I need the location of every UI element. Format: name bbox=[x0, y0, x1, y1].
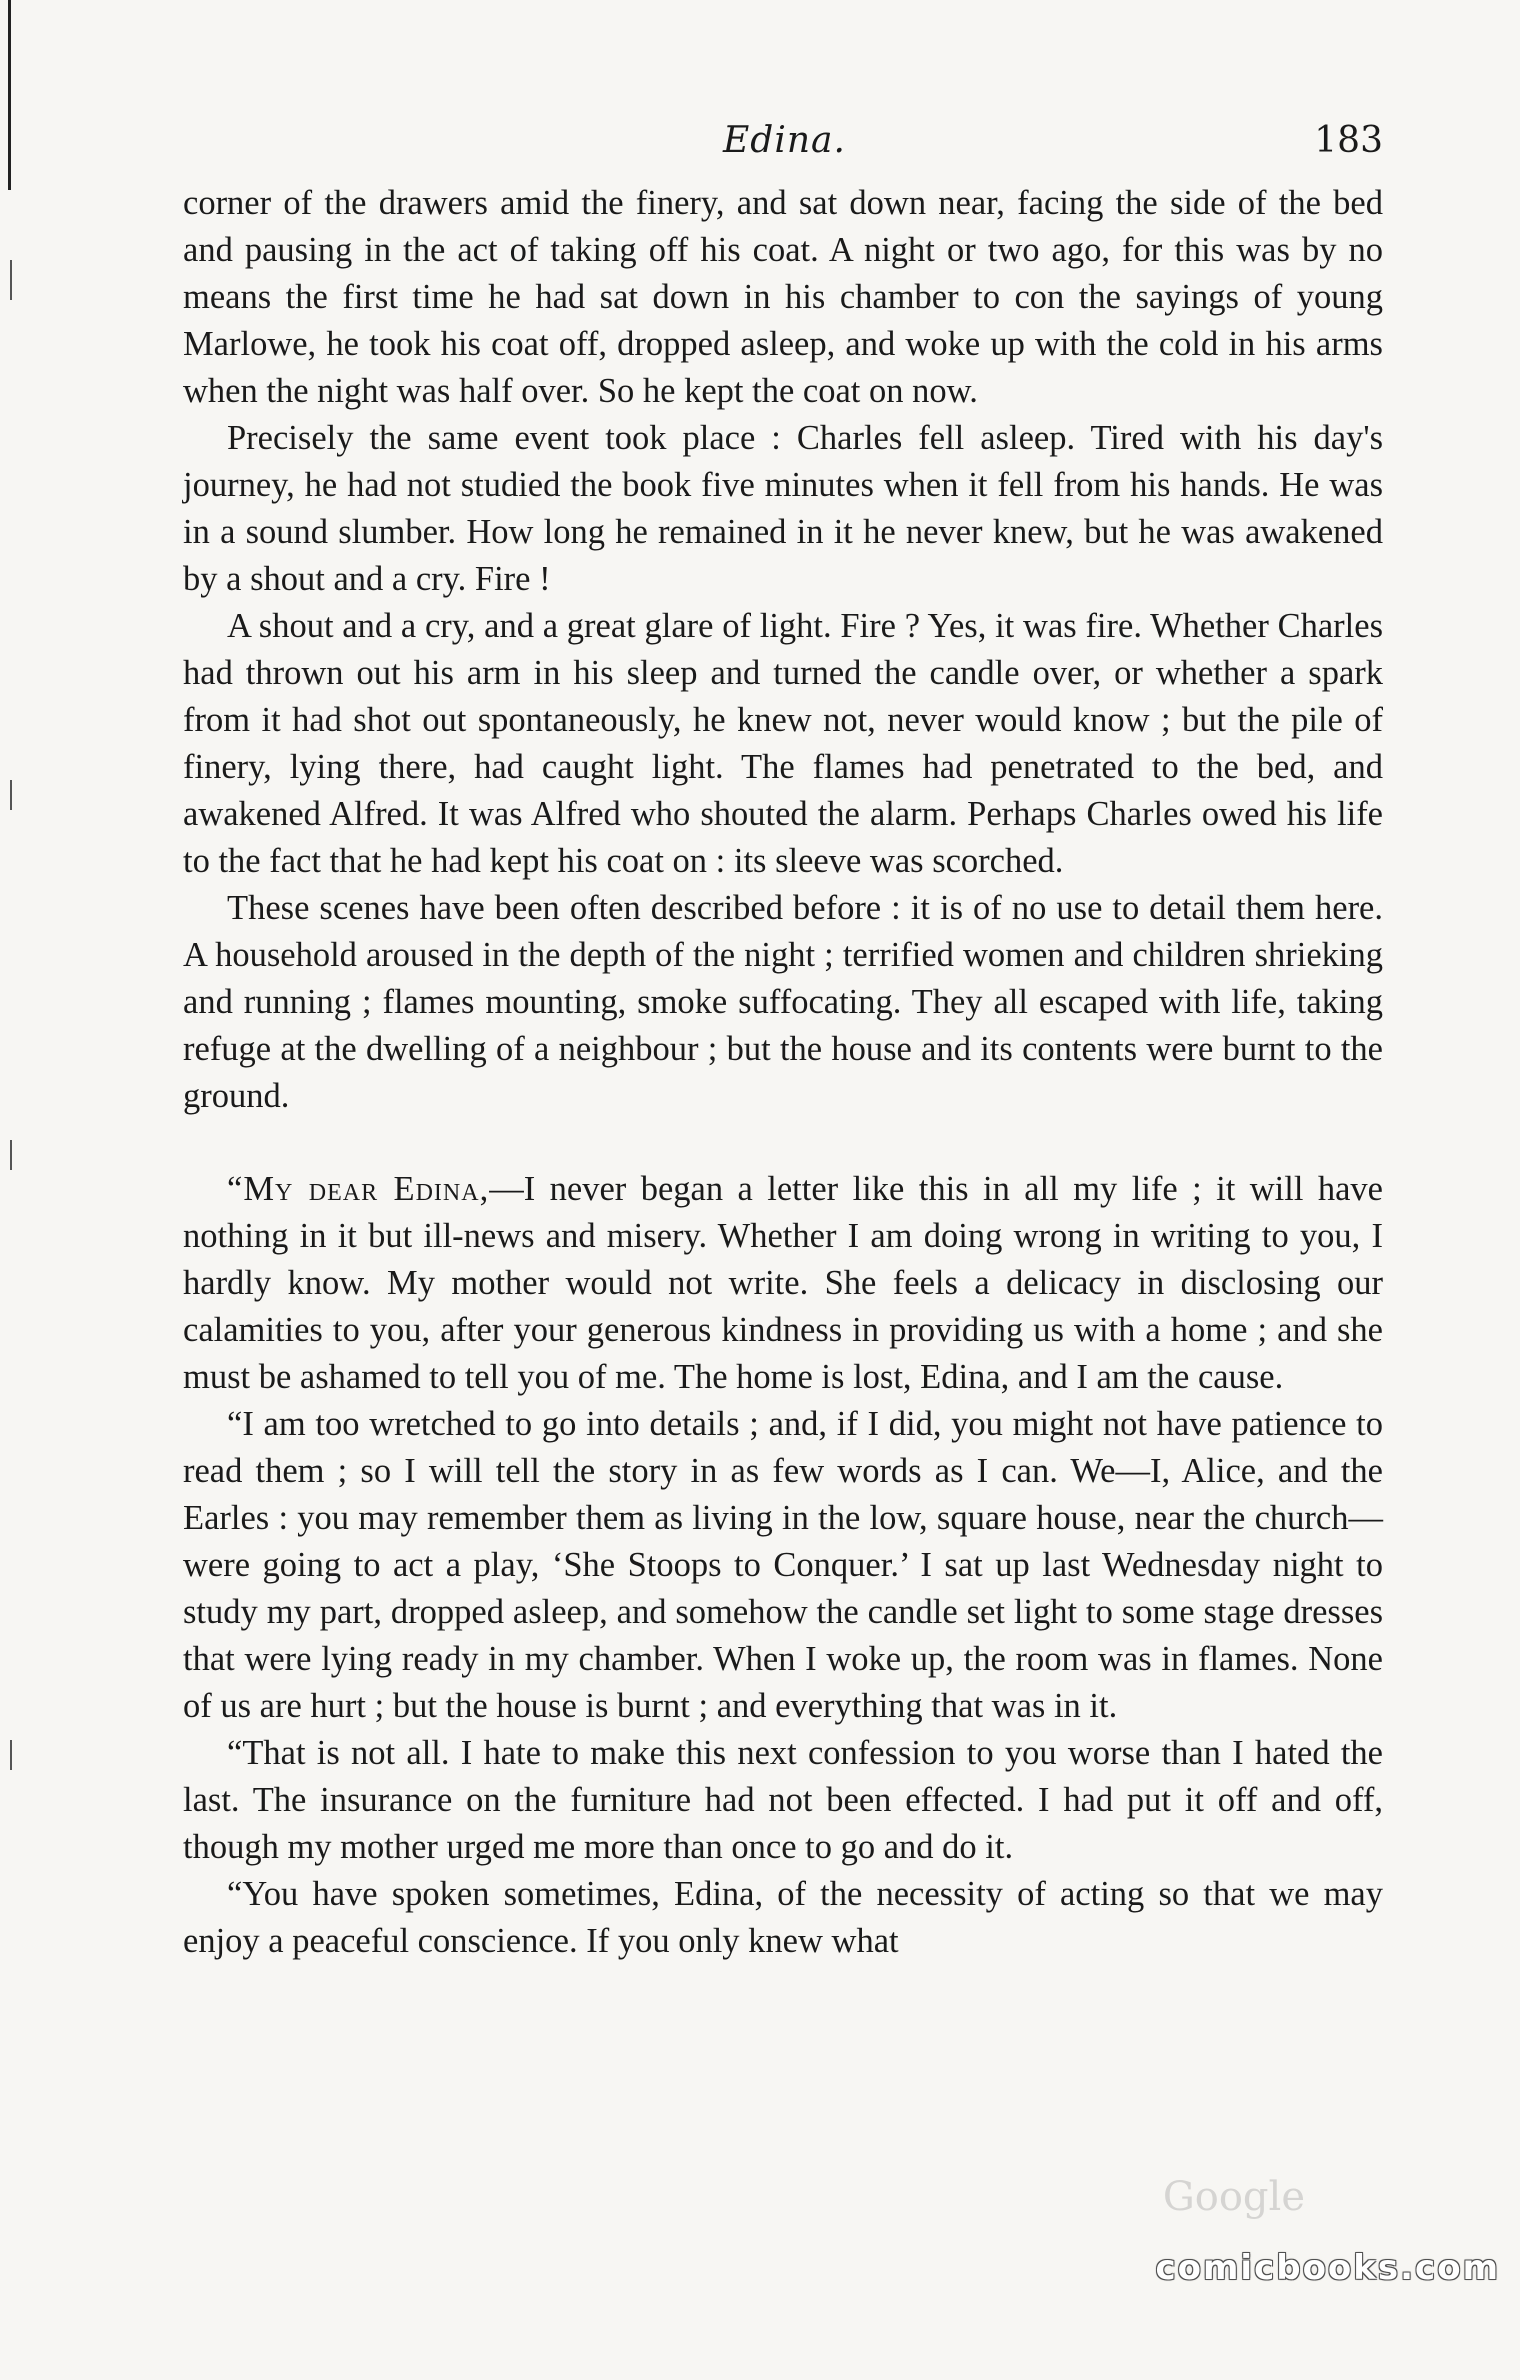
running-title: Edina. bbox=[723, 120, 846, 161]
google-watermark: Google bbox=[1162, 2174, 1305, 2220]
paragraph: A shout and a cry, and a great glare of light. Fire ? Yes, it was fire. Whether Charles had thrown out his arm in his sleep and turned the candle over, or whether a spark from it had shot out spontaneously, he knew not, never would know ; but the pile of finery, lying there, had caught light. The flames had penetrated to the bed, and awakened Alfred. It was Alfred who shouted the alarm. Perhaps Charles owed his life to the fact that he had kept his coat on : its sleeve was scorched. bbox=[183, 607, 1383, 880]
page-edge-tick bbox=[10, 1740, 12, 1770]
paragraph: These scenes have been often described before : it is of no use to detail them here. A household aroused in the depth of the night ; terrified women and children shrieking and running ; flames mounting, smoke suffocating. They all escaped with life, taking refuge at the dwelling of a neighbour ; but the house and its contents were burnt to the ground. bbox=[183, 889, 1383, 1115]
page-number: 183 bbox=[1314, 120, 1383, 161]
book-page bbox=[183, 120, 1383, 1965]
letter-paragraph: “That is not all. I hate to make this next confession to you worse than I hated the last. The insurance on the furniture had not been effected. I had put it off and off, though my mother urged me more than once to go and do it. bbox=[183, 1734, 1383, 1866]
running-head bbox=[183, 120, 1383, 180]
section-break bbox=[183, 1120, 1383, 1166]
page-edge-tick bbox=[10, 260, 12, 300]
paragraph: corner of the drawers amid the finery, and sat down near, facing the side of the bed and pausing in the act of taking off his coat. A night or two ago, for this was by no means the first time he had sat down in his chamber to con the sayings of young Marlowe, he took his coat off, dropped asleep, and woke up with the cold in his arms when the night was half over. So he kept the coat on now. bbox=[183, 184, 1383, 410]
letter-salutation: “My dear Edina, bbox=[227, 1170, 490, 1208]
page-edge-line bbox=[8, 0, 11, 190]
paragraph: Precisely the same event took place : Charles fell asleep. Tired with his day's journey, he had not studied the book five minutes when it fell from his hands. He was in a sound slumber. How long he remained in it he never knew, but he was awakened by a shout and a cry. Fire ! bbox=[183, 419, 1383, 598]
page-edge-tick bbox=[10, 780, 12, 810]
page-edge-tick bbox=[10, 1140, 12, 1170]
letter-paragraph bbox=[183, 1166, 1383, 1401]
letter-paragraph: “I am too wretched to go into details ; and, if I did, you might not have patience to read them ; so I will tell the story in as few words as I can. We—I, Alice, and the Earles : you may remember them as living in the low, square house, near the church—were going to act a play, ‘She Stoops to Conquer.’ I sat up last Wednesday night to study my part, dropped asleep, and somehow the candle set light to some stage dresses that were lying ready in my chamber. When I woke up, the room was in flames. None of us are hurt ; but the house is burnt ; and everything that was in it. bbox=[183, 1405, 1383, 1725]
site-watermark: comicbooks.com bbox=[1155, 2248, 1500, 2288]
body-text bbox=[183, 180, 1383, 1965]
letter-text: —I never began a letter like this in all my life ; it will have nothing in it but ill-news and misery. Whether I am doing wrong in writing to you, I hardly know. My mother would not write. She feels a delicacy in disclosing our calamities to you, after your generous kindness in providing us with a home ; and she must be ashamed to tell you of me. The home is lost, Edina, and I am the cause. bbox=[183, 1170, 1383, 1396]
letter-paragraph: “You have spoken sometimes, Edina, of the necessity of acting so that we may enjoy a peaceful conscience. If you only knew what bbox=[183, 1875, 1383, 1960]
